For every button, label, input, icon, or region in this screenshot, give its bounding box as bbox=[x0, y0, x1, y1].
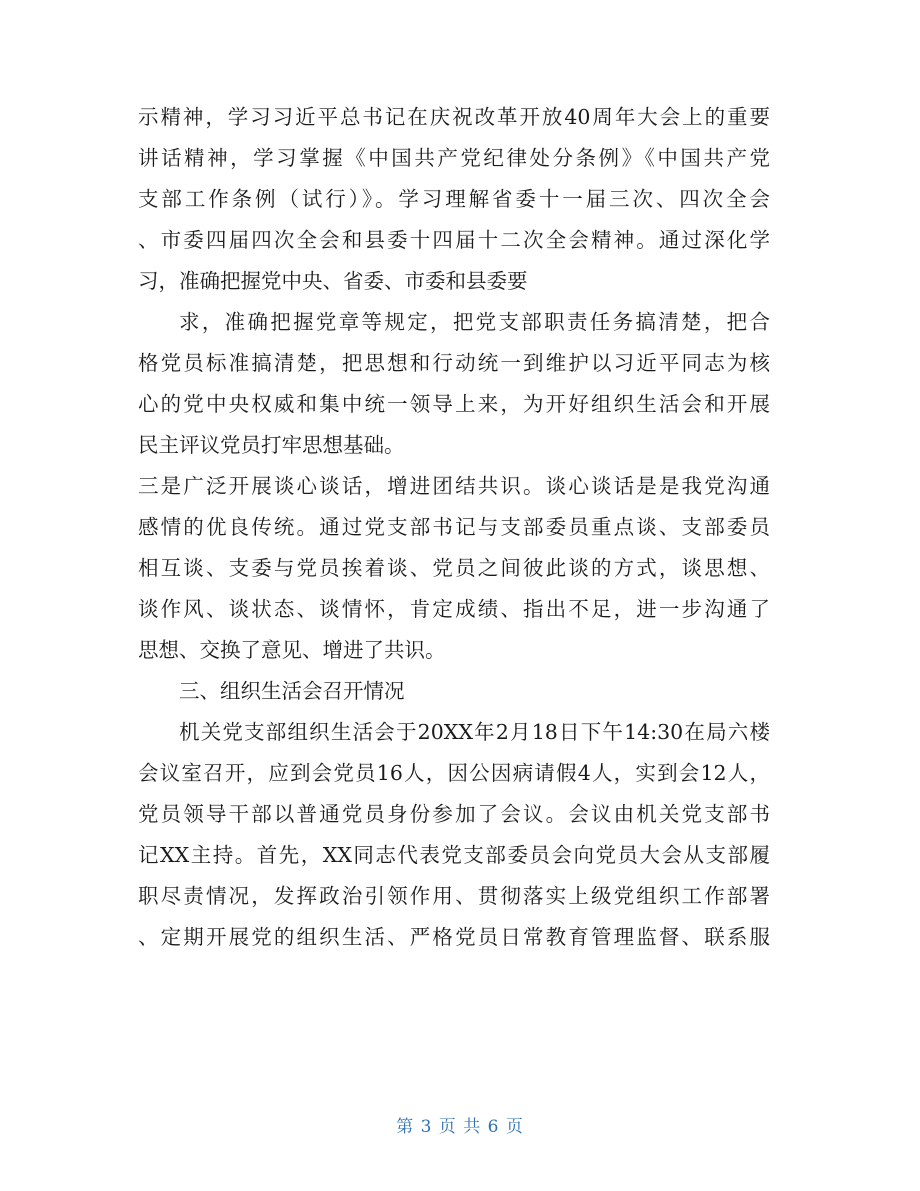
text-line: 讲话精神，学习掌握《中国共产党纪律处分条例》《中国共产党 bbox=[138, 146, 770, 170]
text-line: 机关党支部组织生活会于20XX年2月18日下午14:30在局六楼 bbox=[179, 720, 770, 744]
text-line: 支部工作条例（试行）》。学习理解省委十一届三次、四次全会 bbox=[138, 187, 770, 211]
paragraph-5 bbox=[138, 712, 770, 958]
text-line: 民主评议党员打牢思想基础。 bbox=[138, 433, 405, 457]
text-line: 心的党中央权威和集中统一领导上来，为开好组织生活会和开展 bbox=[138, 392, 770, 416]
paragraph-2 bbox=[138, 302, 770, 466]
text-line: 相互谈、支委与党员挨着谈、党员之间彼此谈的方式，谈思想、 bbox=[138, 556, 770, 580]
text-line: 党员领导干部以普通党员身份参加了会议。会议由机关党支部书 bbox=[138, 802, 770, 826]
text-line: 求，准确把握党章等规定，把党支部职责任务搞清楚，把合 bbox=[179, 310, 770, 334]
heading-text: 三、组织生活会召开情况 bbox=[179, 679, 405, 703]
text-line: 感情的优良传统。通过党支部书记与支部委员重点谈、支部委员 bbox=[138, 515, 770, 539]
text-line: 职尽责情况，发挥政治引领作用、贯彻落实上级党组织工作部署 bbox=[138, 884, 770, 908]
document-body bbox=[138, 97, 770, 958]
text-line: 习，准确把握党中央、省委、市委和县委要 bbox=[138, 269, 528, 293]
text-line: 谈作风、谈状态、谈情怀，肯定成绩、指出不足，进一步沟通了 bbox=[138, 597, 770, 621]
paragraph-3 bbox=[138, 466, 770, 671]
text-line: 、市委四届四次全会和县委十四届十二次全会精神。通过深化学 bbox=[138, 228, 770, 252]
page-number-footer: 第 3 页 共 6 页 bbox=[396, 1117, 524, 1137]
paragraph-1 bbox=[138, 97, 770, 302]
text-line: 格党员标准搞清楚，把思想和行动统一到维护以习近平同志为核 bbox=[138, 351, 770, 375]
section-heading bbox=[138, 671, 770, 712]
text-line: 三是广泛开展谈心谈话，增进团结共识。谈心谈话是是我党沟通 bbox=[138, 474, 770, 498]
text-line: 、定期开展党的组织生活、严格党员日常教育管理监督、联系服 bbox=[138, 925, 770, 949]
text-line: 示精神，学习习近平总书记在庆祝改革开放40周年大会上的重要 bbox=[138, 105, 770, 129]
text-line: 记XX主持。首先，XX同志代表党支部委员会向党员大会从支部履 bbox=[138, 843, 770, 867]
text-line: 思想、交换了意见、增进了共识。 bbox=[138, 638, 446, 662]
text-line: 会议室召开，应到会党员16人，因公因病请假4人，实到会12人， bbox=[138, 761, 770, 785]
